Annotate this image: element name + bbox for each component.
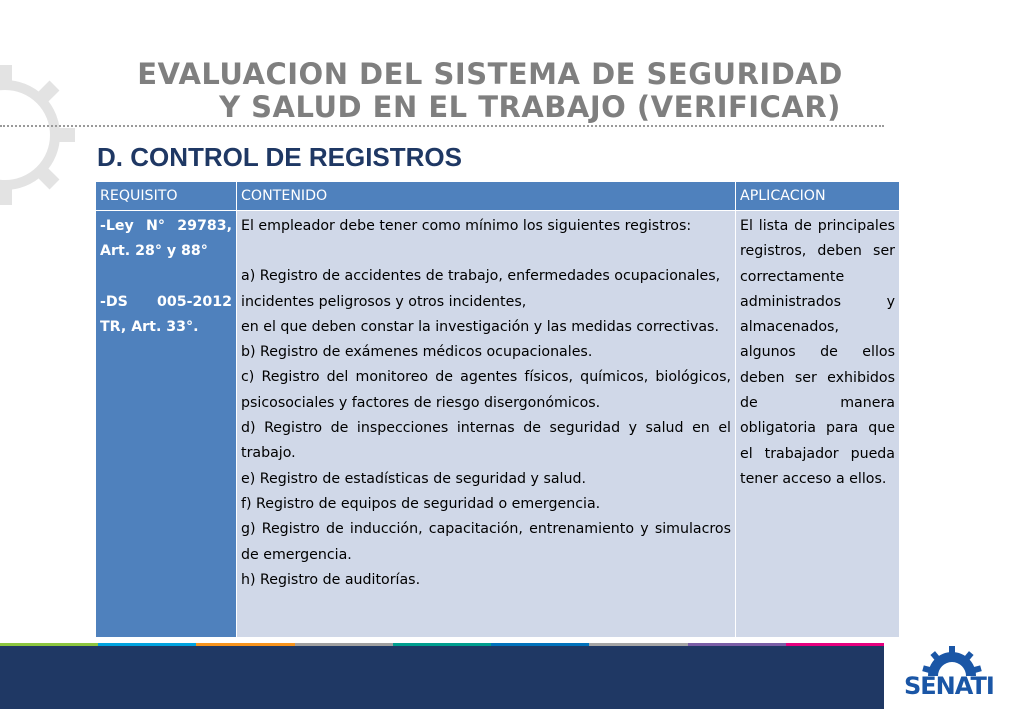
content-item-c: c) Registro del monitoreo de agentes físicos, químicos, biológicos, psicosociales y factores de riesgo disergonómicos. bbox=[241, 369, 731, 411]
footer-band bbox=[0, 646, 884, 709]
records-table bbox=[95, 181, 900, 638]
cell-requisito bbox=[96, 211, 237, 638]
table-header-row bbox=[96, 182, 900, 211]
title-line-2: Y SALUD EN EL TRABAJO (VERIFICAR) bbox=[219, 90, 841, 124]
dotted-divider bbox=[0, 125, 884, 127]
content-item-d: d) Registro de inspecciones internas de seguridad y salud en el trabajo. bbox=[241, 420, 731, 462]
content-item-a-cont: en el que deben constar la investigación y las medidas correctivas. bbox=[241, 318, 719, 335]
content-item-f: f) Registro de equipos de seguridad o emergencia. bbox=[241, 495, 601, 512]
content-item-b: b) Registro de exámenes médicos ocupacionales. bbox=[241, 344, 593, 361]
header-requisito: REQUISITO bbox=[96, 182, 237, 211]
content-item-h: h) Registro de auditorías. bbox=[241, 571, 421, 588]
senati-logo-text: SENATI bbox=[904, 672, 994, 700]
content-item-g: g) Registro de inducción, capacitación, entrenamiento y simulacros de emergencia. bbox=[241, 521, 731, 563]
content-item-a: a) Registro de accidentes de trabajo, enfermedades ocupacionales, incidentes peligrosos y otros incidentes, bbox=[241, 268, 721, 310]
gear-watermark-icon bbox=[0, 60, 80, 210]
cell-aplicacion bbox=[736, 211, 900, 638]
content-item-e: e) Registro de estadísticas de seguridad y salud. bbox=[241, 470, 586, 487]
title-line-1: EVALUACION DEL SISTEMA DE SEGURIDAD bbox=[137, 57, 843, 91]
table-row bbox=[96, 211, 900, 638]
section-subtitle: D. CONTROL DE REGISTROS bbox=[97, 142, 462, 172]
aplicacion-text: El lista de principales registros, deben ser correctamente administrados y almacenados, algunos de ellos deben ser exhibidos de manera obligatoria para que el trabajador pueda tener acceso a ellos. bbox=[740, 218, 895, 487]
law-reference-1: -Ley N° 29783, Art. 28° y 88° bbox=[100, 218, 232, 260]
content-intro: El empleador debe tener como mínimo los siguientes registros: bbox=[241, 218, 692, 234]
cell-contenido bbox=[237, 211, 736, 638]
slide-title bbox=[90, 58, 890, 124]
law-reference-2: -DS 005-2012 TR, Art. 33°. bbox=[100, 293, 232, 335]
header-aplicacion: APLICACION bbox=[736, 182, 900, 211]
header-contenido: CONTENIDO bbox=[237, 182, 736, 211]
